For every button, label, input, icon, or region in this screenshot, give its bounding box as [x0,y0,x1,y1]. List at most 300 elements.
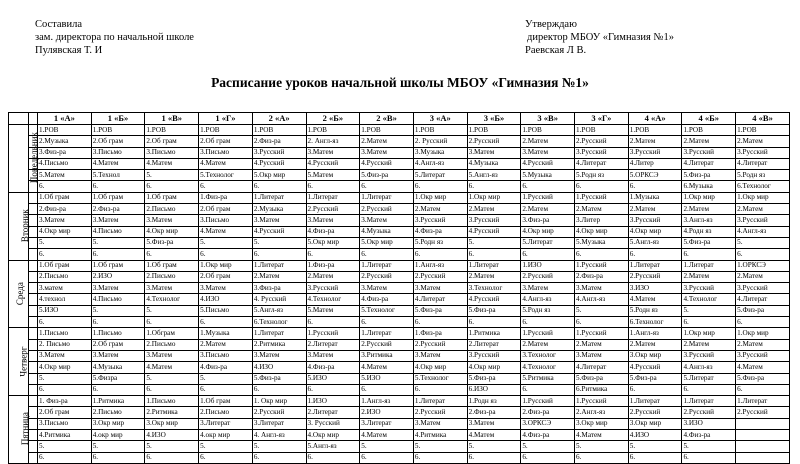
lesson-cell: 3.Литерат [252,418,306,429]
lesson-cell: 5.ИЗО [38,305,92,316]
lesson-cell: 5.Физ-ра [736,373,790,384]
lesson-cell: 4.Англ-яз [521,294,575,305]
lesson-cell: 6. [199,249,253,260]
lesson-cell: 5.Англ-яз [628,237,682,248]
lesson-cell: 2.Литерат [467,339,521,350]
lesson-cell: 5.ИЗО [360,373,414,384]
lesson-cell: 2.Письмо [145,204,199,215]
lesson-cell: 6. [682,249,736,260]
lesson-cell: 4.Физ-ра [521,430,575,441]
lesson-cell: 6. [521,384,575,395]
lesson-cell: 2.Об грам [199,204,253,215]
lesson-cell: 1.РОВ [252,125,306,136]
lesson-cell: 2.Об грам [91,136,145,147]
lesson-cell: 3.Матем [38,350,92,361]
lesson-cell: 2.Матем [736,136,790,147]
lesson-cell: 3.Русский [628,147,682,158]
lesson-cell: 4.Русский [467,226,521,237]
lesson-cell: 6. [628,249,682,260]
lesson-cell: 2.Матем [682,136,736,147]
class-header: 1 «А» [38,113,92,125]
lesson-cell: 2.Русский [360,339,414,350]
lesson-cell: 3.Литерат [199,418,253,429]
lesson-cell: 3.Матем [413,283,467,294]
lesson-cell: 4.Физ-ра [682,430,736,441]
row-number-cell [29,373,38,384]
lesson-cell: 4.Музыка [91,362,145,373]
lesson-cell: 3.Окр мир [628,418,682,429]
lesson-cell: 2.Матем [575,339,629,350]
class-header: 1 «Г» [199,113,253,125]
lesson-cell: 3.Русский [628,215,682,226]
lesson-cell: 4.Технолог [306,294,360,305]
lesson-cell: 1.Ритмика [467,328,521,339]
row-number-cell [29,328,38,339]
lesson-cell: 1.РОВ [521,125,575,136]
lesson-cell: 4.Матем [467,430,521,441]
lesson-cell: 3.Англ-яз [682,215,736,226]
lesson-cell: 6.Технолог [736,181,790,192]
lesson-cell: 4.Литерат [736,158,790,169]
lesson-cell: 3.Русский [682,283,736,294]
lesson-cell: 1. Физ-ра [38,396,92,407]
lesson-cell: 6.Ритмика [575,384,629,395]
lesson-cell: 5.ОРКСЭ [628,170,682,181]
lesson-cell: 2.Физ-ра [252,136,306,147]
lesson-cell: 1.Музыка [628,192,682,203]
lesson-cell: 3.Письмо [199,147,253,158]
lesson-cell: 1.Русский [521,192,575,203]
lesson-cell: 6. [91,317,145,328]
lesson-cell: 5.Музыка [521,170,575,181]
lesson-cell: 1.Об грам [145,192,199,203]
lesson-cell: 6. [306,317,360,328]
day-label-cell [9,328,29,396]
lesson-cell: 4.Письмо [91,226,145,237]
lesson-cell: 3.Матем [91,215,145,226]
lesson-cell: 2.Матем [736,271,790,282]
lesson-cell: 6. [145,317,199,328]
lesson-row [9,260,790,271]
lesson-cell: 4.технол [38,294,92,305]
lesson-cell: 2.Матем [736,204,790,215]
lesson-cell: 3.Матем [38,215,92,226]
lesson-cell: 2.Музыка [38,136,92,147]
lesson-cell: 1.Окр мир [199,260,253,271]
lesson-cell: 3.ИЗО [682,418,736,429]
lesson-cell: 6. [575,181,629,192]
lesson-cell: 6. [38,249,92,260]
lesson-cell: 1.Литерат [252,328,306,339]
lesson-cell: 5.Физ-ра [467,373,521,384]
row-number-cell [29,452,38,463]
lesson-cell: 3.Матем [360,147,414,158]
lesson-cell: 3.Матем [306,350,360,361]
lesson-cell: 6. [91,249,145,260]
lesson-cell: 3.Матем [360,215,414,226]
lesson-cell: 2.Русский [736,407,790,418]
row-number-cell [29,350,38,361]
lesson-cell: 5. [199,373,253,384]
lesson-row [9,271,790,282]
lesson-cell: 5.Физ-ра [682,237,736,248]
lesson-cell: 4.Родн яз [682,226,736,237]
lesson-cell: 6. [360,181,414,192]
lesson-cell: 1.Литерат [467,260,521,271]
row-number-cell [29,384,38,395]
lesson-cell [736,430,790,441]
header-right [525,18,674,57]
header-left [35,18,194,57]
lesson-cell: 5.Окр мир [360,237,414,248]
lesson-cell: 4.Матем [145,158,199,169]
lesson-row [9,170,790,181]
lesson-cell: 3.Матем [306,215,360,226]
lesson-cell: 1.Ритмика [91,396,145,407]
day-label-cell [9,125,39,193]
lesson-cell: 3.Матем [521,147,575,158]
lesson-cell: 1.Родн яз [467,396,521,407]
lesson-cell: 3.Матем [252,350,306,361]
lesson-cell: 3.Русский [736,215,790,226]
lesson-cell: 1.РОВ [38,125,92,136]
lesson-cell: 5. [413,441,467,452]
lesson-cell: 5. [145,373,199,384]
class-header: 2 «Б» [306,113,360,125]
lesson-cell: 2.ИЗО [360,407,414,418]
row-number-cell [29,396,38,407]
lesson-cell: 5.Физ-ра [360,170,414,181]
lesson-cell: 4.ИЗО [628,430,682,441]
lesson-cell: 4.Окр мир [38,362,92,373]
lesson-cell: 5.Литерат [521,237,575,248]
class-header: 3 «Г» [575,113,629,125]
lesson-cell: 3.Письмо [91,147,145,158]
lesson-cell: 2.Физ-ра [38,204,92,215]
class-header: 1 «Б» [91,113,145,125]
lesson-cell: 4.Письмо [38,158,92,169]
page-title: Расписание уроков начальной школы МБОУ «Гимназия №1» [211,75,589,90]
lesson-row [9,158,790,169]
lesson-cell: 3.Матем [575,350,629,361]
lesson-cell: 3.Русский [467,215,521,226]
lesson-cell: 6. [682,384,736,395]
lesson-cell: 5. [252,441,306,452]
lesson-cell: 1.Литерат [252,192,306,203]
lesson-cell: 5. [145,170,199,181]
lesson-cell: 1.Русский [575,260,629,271]
lesson-cell: 3.Литерат [360,418,414,429]
lesson-cell: 3.Матем [575,283,629,294]
lesson-cell: 1.ИЗО [306,396,360,407]
lesson-cell: 5.Окр мир [252,170,306,181]
lesson-cell: 6. [575,249,629,260]
row-number-cell [29,260,38,271]
lesson-cell: 2.Физ-ра [91,204,145,215]
lesson-cell: 4.Письмо [91,294,145,305]
lesson-cell: 3.Русский [306,283,360,294]
header-right-line-1: Утверждаю [525,19,577,30]
lesson-row [9,418,790,429]
lesson-cell: 4.Русский [467,294,521,305]
lesson-cell: 5.Родн яз [413,237,467,248]
lesson-cell: 6. [467,452,521,463]
lesson-cell: 4.Русский [360,158,414,169]
lesson-cell: 4.ИЗО [252,362,306,373]
lesson-row [9,215,790,226]
lesson-row [9,362,790,373]
lesson-cell: 4.Литерат [575,362,629,373]
lesson-cell: 6. [628,181,682,192]
lesson-cell: 6. [413,181,467,192]
lesson-cell: 4.Англ-яз [575,294,629,305]
lesson-cell: 3.Физ-ра [38,147,92,158]
lesson-cell: 6. [467,181,521,192]
lesson-cell: 3.Технолог [521,350,575,361]
lesson-cell: 1.Русский [575,328,629,339]
lesson-cell: 6. [91,384,145,395]
lesson-cell: 2.Русский [360,204,414,215]
lesson-cell: 6. [628,452,682,463]
day-label: Четверг [18,346,29,377]
row-number-cell [29,192,38,203]
lesson-cell: 5.Физ-ра [682,170,736,181]
lesson-cell: 2.Физ-ра [467,407,521,418]
lesson-cell: 6. [252,384,306,395]
lesson-cell: 1.Письмо [145,396,199,407]
lesson-row [9,204,790,215]
lesson-cell: 4.Литерат [736,294,790,305]
lesson-cell: 5. [467,441,521,452]
lesson-cell: 3.Письмо [199,215,253,226]
lesson-cell: 4.Физ-ра [199,362,253,373]
lesson-cell: 6. [360,249,414,260]
day-label: Понедельник [28,132,39,184]
lesson-cell: 5. [521,441,575,452]
lesson-cell [736,418,790,429]
lesson-row [9,181,790,192]
lesson-cell: 1.Русский [521,396,575,407]
lesson-cell: 2.Письмо [145,271,199,282]
lesson-cell: 6. [628,384,682,395]
row-number-cell [29,271,38,282]
day-label: Среда [14,281,25,305]
lesson-cell: 4.Технолог [682,294,736,305]
lesson-cell: 3.матем [38,283,92,294]
lesson-cell: 4.Матем [575,430,629,441]
lesson-cell: 4.Технолог [521,362,575,373]
lesson-cell: 3.Литер [575,215,629,226]
lesson-cell: 2.Литерат [306,339,360,350]
day-label: Пятница [19,412,30,446]
lesson-cell: 5. [575,441,629,452]
lesson-cell: 3.Матем [252,215,306,226]
lesson-cell: 1.Окр мир [736,328,790,339]
lesson-cell: 4.Русский [628,362,682,373]
lesson-cell: 2.Русский [252,407,306,418]
lesson-cell: 3.Окр мир [575,418,629,429]
lesson-cell: 5. [252,237,306,248]
lesson-cell: 4.Матем [145,362,199,373]
lesson-cell: 6. [199,181,253,192]
lesson-cell: 6. [736,249,790,260]
lesson-cell: 6. [252,181,306,192]
lesson-cell: 5. [682,441,736,452]
row-number-cell [29,305,38,316]
lesson-cell: 4.Физ-ра [413,226,467,237]
lesson-row [9,136,790,147]
lesson-cell: 1.Физ-ра [199,192,253,203]
lesson-cell: 3.Матем [91,350,145,361]
lesson-cell: 5.Окр мир [306,237,360,248]
lesson-cell: 2.Матем [575,204,629,215]
lesson-row [9,328,790,339]
lesson-cell: 3.Матем [199,283,253,294]
lesson-cell: 6. [38,452,92,463]
lesson-row [9,339,790,350]
lesson-cell: 3.Физ-ра [252,283,306,294]
lesson-cell: 5. [199,441,253,452]
lesson-cell: 4.Технолог [145,294,199,305]
lesson-cell: 4.Ритмика [38,430,92,441]
lesson-cell: 4.Литерат [413,294,467,305]
class-header: 3 «В» [521,113,575,125]
lesson-cell: 2.Матем [682,271,736,282]
lesson-cell: 1.РОВ [91,125,145,136]
lesson-cell: 4.Матем [199,226,253,237]
lesson-cell: 4.Англ-яз [682,362,736,373]
lesson-cell: 6. [145,249,199,260]
lesson-cell: 4.окр мир [91,430,145,441]
lesson-cell: 2.Матем [467,271,521,282]
lesson-cell: 4.Окр мир [306,430,360,441]
lesson-cell: 5. [628,441,682,452]
lesson-cell: 6.Технолог [252,317,306,328]
lesson-cell: 6. [199,317,253,328]
lesson-cell: 6.Музыка [682,181,736,192]
lesson-cell: 4.Музыка [360,226,414,237]
lesson-cell: 2.Ритмика [252,339,306,350]
class-header: 3 «А» [413,113,467,125]
lesson-cell: 3.ИЗО [628,283,682,294]
lesson-cell: 2.Матем [628,339,682,350]
lesson-cell: 3.Матем [145,350,199,361]
lesson-cell: 3.Русский [736,283,790,294]
lesson-cell: 6. [252,249,306,260]
lesson-cell: 4.Литерат [575,158,629,169]
lesson-cell: 4.Русский [252,226,306,237]
lesson-cell: 3.Музыка [413,147,467,158]
header-left-line-2: зам. директора по начальной школе [35,32,194,43]
day-label-cell [9,192,29,260]
lesson-cell: 4.Окр мир [575,226,629,237]
lesson-cell: 4. Англ-яз [252,430,306,441]
lesson-cell: 5.Музыка [575,237,629,248]
lesson-cell: 3.Матем [306,147,360,158]
header-right-line-2: директор МБОУ «Гимназия №1» [527,32,674,43]
lesson-cell: 2.Об грам [199,271,253,282]
lesson-cell: 5.Литерат [682,373,736,384]
lesson-cell: 3.Технолог [467,283,521,294]
lesson-cell: 4.Окр мир [467,362,521,373]
lesson-cell: 2.Матем [628,204,682,215]
lesson-cell: 6. [575,317,629,328]
lesson-cell: 4.Окр мир [521,226,575,237]
lesson-cell: 5.Родн яз [628,305,682,316]
lesson-cell: 6. [521,249,575,260]
lesson-cell: 2.Русский [306,204,360,215]
lesson-cell: 3.Матем [467,418,521,429]
lesson-cell: 2.Русский [682,407,736,418]
lesson-cell: 1.Англ-яз [360,396,414,407]
lesson-cell: 6. [91,452,145,463]
lesson-cell: 1.РОВ [682,125,736,136]
lesson-cell: 3.Матем [91,283,145,294]
header-right-line-3: Раевская Л В. [525,45,587,56]
lesson-cell: 1.Англ-яз [413,260,467,271]
lesson-row [9,384,790,395]
lesson-cell: 4.ИЗО [145,430,199,441]
lesson-cell: 6. [682,317,736,328]
lesson-row [9,283,790,294]
lesson-cell: 6. [91,181,145,192]
lesson-row [9,350,790,361]
lesson-cell: 3.Русский [736,147,790,158]
lesson-cell: 2.Матем [682,204,736,215]
lesson-cell: 6. [145,181,199,192]
class-header: 1 «В» [145,113,199,125]
lesson-cell: 2.Матем [521,339,575,350]
lesson-cell: 1.РОВ [306,125,360,136]
lesson-cell: 5.Физ-ра [467,305,521,316]
lesson-cell: 1.Литерат [360,192,414,203]
lesson-cell: 3.Матем [145,215,199,226]
lesson-cell: 4.окр мир [199,430,253,441]
header-left-line-3: Пулявская Т. И [35,45,103,56]
lesson-cell: 5. [91,305,145,316]
lesson-cell: 6. [199,452,253,463]
lesson-cell: 2.Физ-ра [521,407,575,418]
lesson-row [9,452,790,463]
lesson-cell: 5.Матем [306,305,360,316]
lesson-cell: 5.Матем [38,170,92,181]
lesson-cell: 4.ИЗО [199,294,253,305]
lesson-cell: 5. [91,441,145,452]
lesson-cell: 5. [360,441,414,452]
lesson-cell: 5.Родн яз [521,305,575,316]
lesson-cell: 5. [38,237,92,248]
lesson-cell: 3. Русский [306,418,360,429]
lesson-cell: 1.Литерат [628,396,682,407]
lesson-row [9,373,790,384]
lesson-cell: 1.Окр мир [413,192,467,203]
lesson-cell: 4.Ритмика [413,430,467,441]
class-header: 4 «Б» [682,113,736,125]
lesson-row [9,249,790,260]
lesson-cell: 2.Письмо [145,339,199,350]
class-header: 4 «В» [736,113,790,125]
row-number-cell [29,294,38,305]
lesson-cell: 3.Окр мир [91,418,145,429]
lesson-cell: 1.РОВ [575,125,629,136]
lesson-cell: 1.Письмо [38,328,92,339]
lesson-cell: 3.Русский [413,215,467,226]
lesson-cell: 1.Письмо [91,328,145,339]
lesson-cell: 6. [736,384,790,395]
lesson-cell: 1.ИЗО [521,260,575,271]
lesson-cell: 5.Технолог [199,170,253,181]
lesson-cell: 2.ИЗО [91,271,145,282]
